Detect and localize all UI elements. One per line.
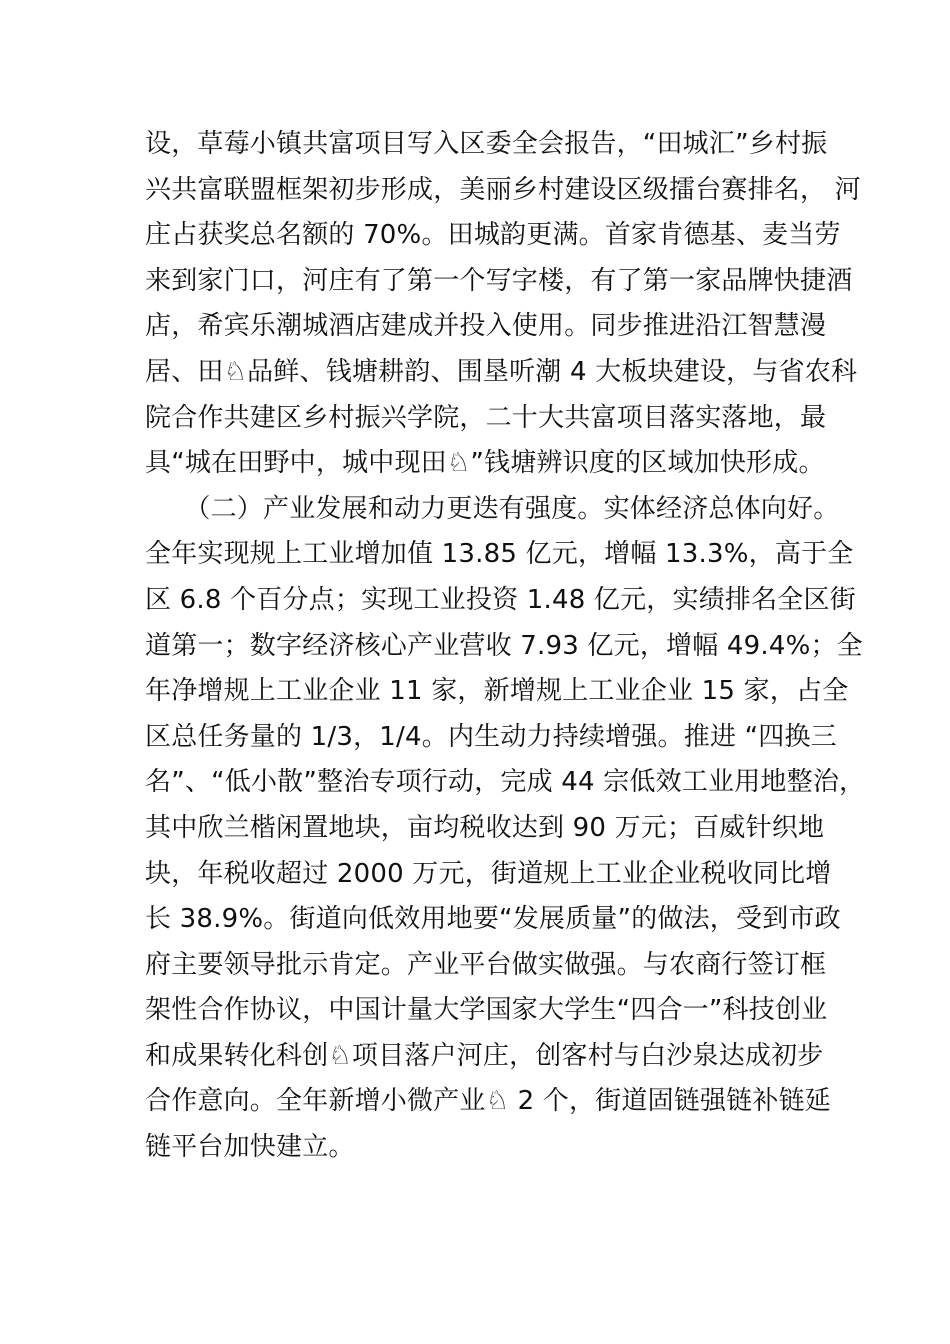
text-line: 道第一；数字经济核心产业营收 7.93 亿元，增幅 49.4%；全: [145, 630, 863, 661]
text-line: 合作意向。全年新增小微产业♘ 2 个，街道固链强链补链延: [145, 1086, 831, 1117]
text-line: 链平台加快建立。: [145, 1132, 355, 1163]
section-heading-line: （二）产业发展和动力更迭有强度。实体经济总体向好。: [145, 493, 840, 524]
text-line: 区 6.8 个百分点；实现工业投资 1.48 亿元，实绩排名全区街: [145, 584, 856, 615]
text-line: 设，草莓小镇共富项目写入区委全会报告，“田城汇”乡村振: [145, 129, 828, 159]
text-line: 和成果转化科创♘项目落户河庄，创客村与白沙泉达成初步: [145, 1040, 824, 1071]
text-line: 店，希宾乐潮城酒店建成并投入使用。同步推进沿江智慧漫: [145, 311, 827, 342]
text-line: 长 38.9%。街道向低效用地要“发展质量”的做法，受到市政: [145, 904, 841, 935]
text-line: 来到家门口，河庄有了第一个写字楼，有了第一家品牌快捷酒: [145, 265, 853, 296]
text-line: 全年实现规上工业增加值 13.85 亿元，增幅 13.3%，高于全: [145, 539, 854, 570]
text-line: 架性合作协议，中国计量大学国家大学生“四合一”科技创业: [145, 995, 828, 1026]
text-line: 院合作共建区乡村振兴学院，二十大共富项目落实落地，最: [145, 402, 827, 433]
text-line: 年净增规上工业企业 11 家，新增规上工业企业 15 家，占全: [145, 676, 849, 707]
text-line: 块，年税收超过 2000 万元，街道规上工业企业税收同比增: [145, 858, 832, 889]
text-line: 区总任务量的 1/3，1/4。内生动力持续增强。推进 “四换三: [145, 721, 837, 752]
text-line: 名”、“低小散”整治专项行动，完成 44 宗低效工业用地整治，: [145, 767, 866, 798]
text-line: 兴共富联盟框架初步形成，美丽乡村建设区级擂台赛排名， 河: [145, 174, 861, 205]
text-line: 庄占获奖总名额的 70%。田城韵更满。首家肯德基、麦当劳: [145, 220, 841, 251]
text-line: 其中欣兰楷闲置地块，亩均税收达到 90 万元；百威针织地: [145, 812, 825, 843]
body-text: [145, 122, 866, 1171]
text-line: 具“城在田野中，城中现田♘”钱塘辨识度的区域加快形成。: [145, 448, 825, 479]
text-line: 居、田♘品鲜、钱塘耕韵、围垦听潮 4 大板块建设，与省农科: [145, 356, 858, 387]
text-line: 府主要领导批示肯定。产业平台做实做强。与农商行签订框: [145, 949, 827, 980]
